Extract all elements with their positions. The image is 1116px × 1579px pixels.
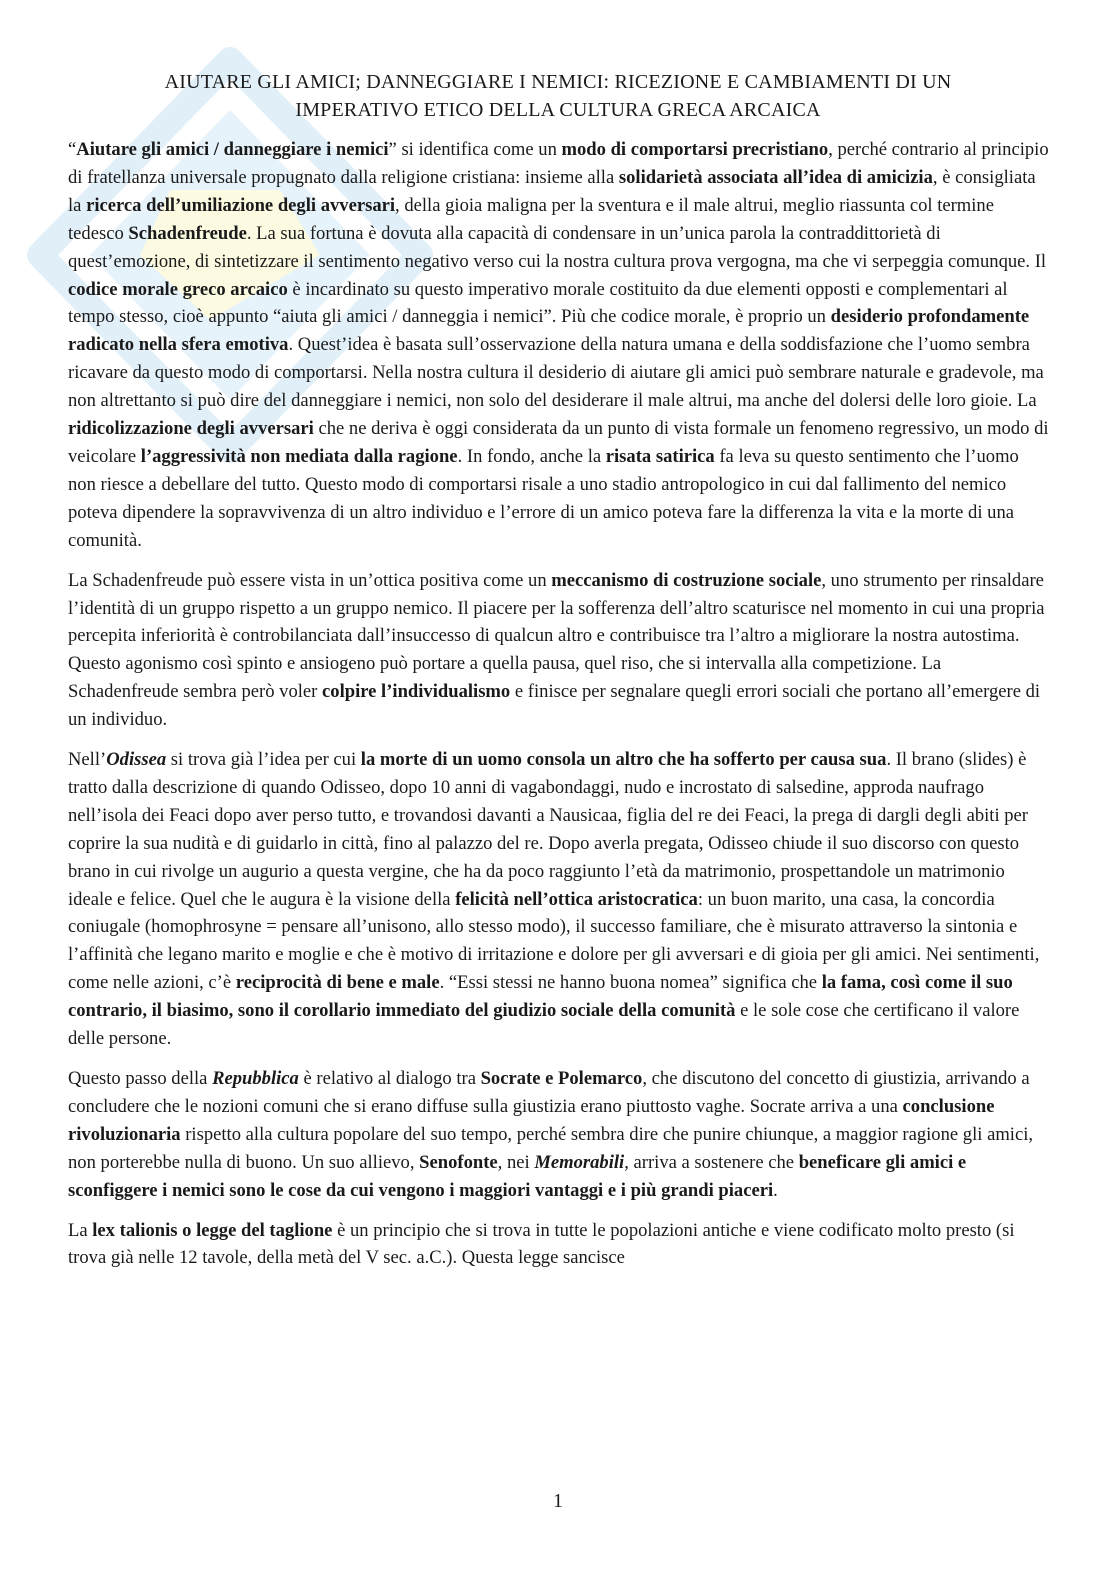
text-run: . (773, 1179, 778, 1201)
text-run: rispetto alla cultura popolare del suo tempo, perché sembra dire che punire chiunque, a maggior ragione gli amici, non porterebbe nulla di buono. Un suo allievo, (68, 1123, 1034, 1173)
bold-run: reciprocità di bene e male (235, 972, 440, 994)
bold-run: meccanismo di costruzione sociale (551, 569, 822, 591)
bold-run (212, 1068, 299, 1089)
bold-run: felicità nell’ottica aristocratica (455, 888, 698, 910)
bold-run: modo di comportarsi precristiano (561, 139, 829, 160)
text-run: si trova già l’idea per cui (166, 749, 361, 771)
text-run: Nell’ (68, 749, 107, 771)
bold-run: ricerca dell’umiliazione degli avversari (86, 194, 396, 216)
text-run: , nei (497, 1151, 535, 1173)
paragraph (68, 1217, 1050, 1273)
text-run: , è consigliata la (68, 166, 1036, 216)
text-run: , uno strumento per rinsaldare l’identità di un gruppo rispetto a un gruppo nemico. Il piacere per la sofferenza dell’altro scaturisce nel momento in cui una propria percepita inferiorità è controbilanciata dall’insuccesso di qualcun altro e contribuisce tra l’altro a migliorare la nostra autostima. Questo agonismo così spinto e ansiogeno può portare a quella pausa, quel riso, che si intervalla alla competizione. La Schadenfreude sembra però voler (68, 569, 1045, 703)
bold-run: solidarietà associata all’idea di amicizia (618, 166, 933, 188)
bold-run: colpire l’individualismo (322, 681, 511, 703)
text-run: ” si identifica come un (388, 139, 562, 160)
text-run: fa leva su questo sentimento che l’uomo non riesce a debellare del tutto. Questo modo di comportarsi risale a uno stadio antropologico in cui dal fallimento del nemico poteva dipendere la sopravvivenza di un altro individuo e l’errore di un amico poteva fare la differenza la vita e la morte di una comunità. (68, 445, 1019, 551)
document-title (110, 68, 1006, 124)
bold-run: risata satirica (605, 445, 715, 467)
text-run: : un buon marito, una casa, la concordia coniugale (homophrosyne = pensare all’unisono, allo stesso modo), il successo familiare, che è misurato attraverso la sintonia e l’affinità che legano marito e moglie e che è motivo di irritazione e dolore per gli avversari e di gioia per gli amici. Nei sentimenti, come nelle azioni, c’è (68, 888, 1040, 994)
text-run: . Quest’idea è basata sull’osservazione della natura umana e della soddisfazione che l’uomo sembra ricavare da questo modo di comportarsi. Nella nostra cultura il desiderio di aiutare gli amici può sembrare naturale e gradevole, ma non altrettanto si può dire del danneggiare i nemici, non solo del desiderare il male altrui, ma anche del dolersi delle loro gioie. La (68, 334, 1044, 412)
text-run: , che discutono del concetto di giustizia, arrivando a concludere che le nozioni comuni che si erano diffuse sulla giustizia erano piuttosto vaghe. Socrate arriva a una (68, 1068, 1030, 1117)
bold-run: Schadenfreude (128, 222, 247, 244)
bold-run: la fama, così come il suo contrario, il biasimo, sono il corollario immediato del giudizio sociale della comunità (68, 972, 1013, 1022)
bold-run: la morte di un uomo consola un altro che ha sofferto per causa sua (360, 749, 887, 771)
bold-run (106, 749, 166, 770)
text-run: è un principio che si trova in tutte le popolazioni antiche e viene codificato molto presto (si trova già nelle 12 tavole, della metà del V sec. a.C.). Questa legge sancisce (68, 1219, 1015, 1269)
text-run: La (68, 1219, 93, 1241)
text-run: è incardinato su questo imperativo morale costituito da due elementi opposti e complementari al tempo stesso, cioè appunto “aiuta gli amici / danneggia i nemici”. Più che codice morale, è proprio un (68, 278, 1008, 328)
page-number: 1 (553, 1490, 563, 1512)
text-run: . “Essi stessi ne hanno buona nomea” significa che (439, 972, 822, 994)
emphasis-title: Memorabili (534, 1151, 625, 1173)
text-run: che ne deriva è oggi considerata da un punto di vista formale un fenomeno regressivo, un modo di veicolare (68, 418, 1049, 467)
text-run: . In fondo, anche la (457, 445, 606, 467)
paragraph (68, 1065, 1050, 1205)
text-run: Questo passo della (68, 1068, 213, 1089)
emphasis-title: Repubblica (212, 1068, 299, 1089)
paragraph (68, 567, 1050, 734)
paragraph (68, 136, 1050, 555)
text-run: e finisce per segnalare quegli errori sociali che portano all’emergere di un individuo. (68, 681, 1041, 731)
bold-run: conclusione rivoluzionaria (68, 1095, 995, 1145)
title-line-2: IMPERATIVO ETICO DELLA CULTURA GRECA ARCAICA (295, 99, 821, 121)
bold-run: Socrate e Polemarco (480, 1068, 643, 1089)
document-body (68, 136, 1050, 1284)
text-run: “ (68, 139, 77, 160)
bold-run: beneficare gli amici e sconfiggere i nemici sono le cose da cui vengono i maggiori vantaggi e i più grandi piaceri (68, 1151, 967, 1201)
text-run: La Schadenfreude può essere vista in un’ottica positiva come un (68, 569, 552, 591)
bold-run: desiderio profondamente radicato nella sfera emotiva (68, 306, 1030, 356)
text-run: , perché contrario al principio di fratellanza universale propugnato dalla religione cristiana: insieme alla (68, 139, 1049, 188)
title-line-1: AIUTARE GLI AMICI; DANNEGGIARE I NEMICI: RICEZIONE E CAMBIAMENTI DI UN (164, 71, 952, 93)
bold-run: Senofonte (419, 1151, 498, 1173)
text-run: e le sole cose che certificano il valore delle persone. (68, 1000, 1020, 1050)
bold-run: Aiutare gli amici / danneggiare i nemici (76, 139, 389, 160)
emphasis-title: Odissea (106, 749, 167, 771)
text-run: . La sua fortuna è dovuta alla capacità di condensare in un’unica parola la contraddittorietà di quest’emozione, di sintetizzare il sentimento negativo verso cui la nostra cultura prova vergogna, ma che vi serpeggia comunque. Il (68, 222, 1047, 272)
text-run: , della gioia maligna per la sventura e il male altrui, meglio riassunta col termine tedesco (68, 194, 994, 244)
text-run: , arriva a sostenere che (624, 1151, 799, 1173)
text-run: . Il brano (slides) è tratto dalla descrizione di quando Odisseo, dopo 10 anni di vagabondaggi, nudo e incrostato di salsedine, approda naufrago nell’isola dei Feaci dopo aver perso tutto, e trovandosi davanti a Nausicaa, figlia del re dei Feaci, la prega di dargli degli abiti per coprire la sua nudità e di guidarlo in città, fino al palazzo del re. Dopo averla pregata, Odisseo chiude il suo discorso con questo brano in cui rivolge un augurio a questa vergine, che ha da poco raggiunto l’età da matrimonio, prospettandole un matrimonio ideale e felice. Quel che le augura è la visione della (68, 749, 1029, 910)
bold-run: codice morale greco arcaico (68, 278, 288, 300)
bold-run (534, 1152, 624, 1173)
bold-run: lex talionis o legge del taglione (92, 1219, 333, 1241)
paragraph (68, 746, 1050, 1053)
bold-run: ridicolizzazione degli avversari (68, 418, 314, 440)
text-run: è relativo al dialogo tra (298, 1068, 481, 1089)
bold-run: l’aggressività non mediata dalla ragione (140, 445, 458, 467)
